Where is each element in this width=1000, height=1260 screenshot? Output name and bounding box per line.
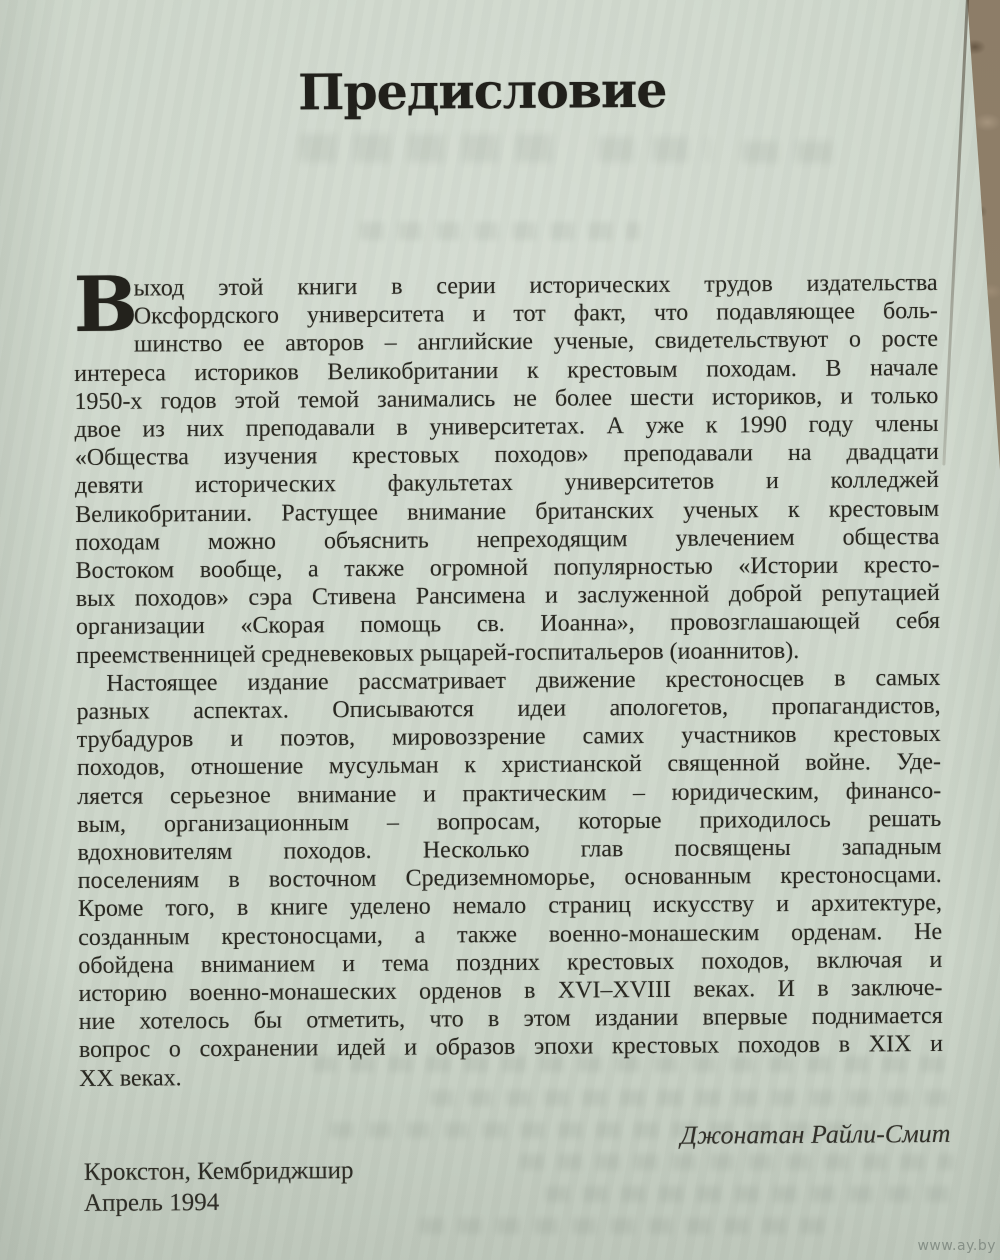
text-line: «Общества изучения крестовых походов» преподавали на двадцати — [74, 439, 939, 472]
text-line: Настоящее издание рассматривает движение крестоносцев в самых — [106, 664, 941, 697]
text-line: трубадуров и поэтов, мировоззрение самих участников крестовых — [76, 721, 941, 754]
preface-body — [73, 259, 944, 1093]
text-line: ыход этой книги в серии исторических трудов издательства — [133, 269, 938, 302]
text-line: 1950-х годов этой темой занимались не более шести историков, и только — [74, 382, 939, 415]
text-line: преемственницей средневековых рыцарей-госпитальеров (иоаннитов). — [76, 637, 800, 669]
text-line: Востоком вообще, а также огромной популярностью «Истории кресто- — [75, 551, 940, 584]
text-line: ние хотелось бы отметить, что в этом издании впервые поднимается — [78, 1003, 943, 1036]
text-line: организации «Скорая помощь св. Иоанна», провозглашающей себя — [75, 608, 941, 641]
text-line: вопрос о сохранении идей и образов эпохи крестовых походов в XIX и — [78, 1031, 943, 1064]
text-line: походам можно объяснить непреходящим увлечением общества — [75, 523, 940, 556]
text-line: разных аспектах. Описываются идеи апологетов, пропагандистов, — [76, 692, 941, 726]
text-line: обойдена вниманием и тема поздних крестовых походов, включая и — [78, 946, 943, 979]
text-line: ляется серьезное внимание и практическим – юридическим, финансо- — [77, 777, 942, 810]
paragraph — [76, 664, 943, 1093]
text-line: вым, организационным – вопросам, которые приходилось решать — [77, 805, 942, 838]
text-line: историю военно-монашеских орденов в XVI–XVIII веках. И в заключе- — [78, 974, 943, 1008]
text-line: вых походов» сэра Стивена Рансимена и заслуженной доброй репутацией — [75, 580, 940, 613]
paragraph — [73, 259, 941, 670]
date-line: Апрель 1994 — [83, 1188, 220, 1217]
text-line: созданным крестоносцами, а также военно-монашеским орденам. Не — [78, 918, 943, 951]
text-line: поселениям в восточном Средиземноморье, основанным крестоносцами. — [77, 862, 942, 895]
text-line: шинство ее авторов – английские ученые, свидетельствуют о росте — [133, 326, 939, 358]
text-line: интереса историков Великобритании к крестовым походам. В начале — [74, 354, 939, 387]
place-line: Крокстон, Кембриджшир — [83, 1157, 354, 1186]
text-line: девяти исторических факультетах университетов и колледжей — [74, 467, 940, 500]
text-line: Великобритании. Растущее внимание британских ученых к крестовым — [75, 495, 940, 528]
text-line: Оксфордского университета и тот факт, что подавляющее боль- — [133, 298, 938, 330]
watermark-text: www.ay.by — [917, 1238, 996, 1254]
author-signature: Джонатан Райли-Смит — [680, 1118, 951, 1150]
text-line: вдохновителям походов. Несколько глав посвящены западным — [77, 833, 942, 867]
text-line: XX веках. — [79, 1064, 182, 1092]
text-line: двое из них преподавали в университетах. А уже к 1990 году члены — [74, 410, 939, 443]
drop-cap: В — [73, 259, 139, 349]
page-title: Предисловие — [297, 60, 667, 122]
text-line: походов, отношение мусульман к христианской священной войне. Уде- — [76, 749, 942, 782]
text-line: Кроме того, в книге уделено немало страниц искусству и архитектуре, — [77, 890, 943, 923]
place-date-block — [84, 1155, 354, 1219]
